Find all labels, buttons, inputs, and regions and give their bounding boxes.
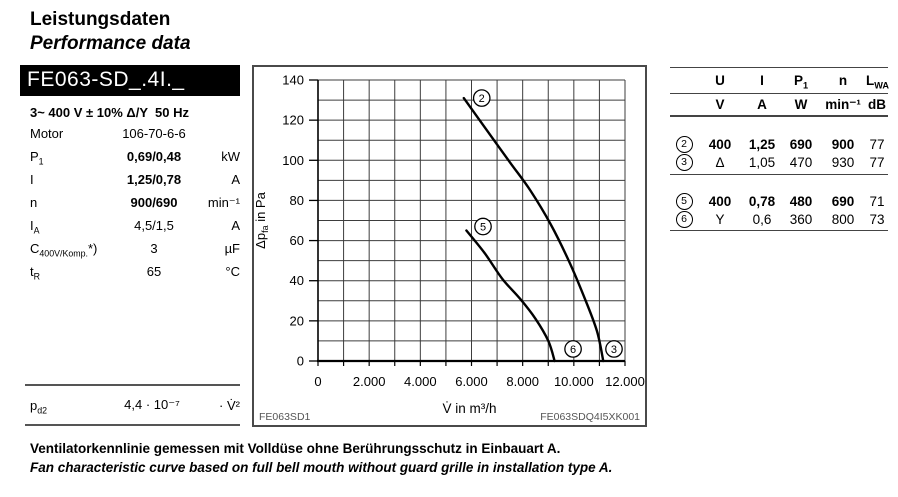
table-units-row [670, 94, 888, 115]
header-lwa: $L_{WA}$ [866, 73, 890, 91]
spec-value: 3 [150, 241, 158, 256]
cell-n: 930 [831, 154, 855, 170]
spec-label: $t_R$ [30, 264, 41, 282]
header-u: U [715, 73, 725, 88]
spec-value: 900/690 [130, 195, 178, 210]
svg-text:6.000: 6.000 [455, 374, 488, 389]
svg-text:FE063SD1: FE063SD1 [259, 411, 311, 423]
footnote-english: Fan characteristic curve based on full bell mouth without guard grille in installation type A. [30, 460, 613, 475]
circled-number: 6 [676, 211, 693, 228]
circled-number: 5 [676, 193, 693, 210]
svg-text:4.000: 4.000 [404, 374, 437, 389]
model-number: FE063-SD_.4I._ [27, 68, 185, 91]
footnote-german: Ventilatorkennlinie gemessen mit Volldüse ohne Berührungsschutz in Einbauart A. [30, 441, 561, 456]
row-id [670, 154, 698, 171]
cell-u: Δ [715, 154, 725, 170]
cell-u: 400 [708, 193, 732, 209]
supply-voltage-line: 3~ 400 V ± 10% Δ/Y 50 Hz [30, 105, 189, 120]
header-n: n [838, 73, 848, 88]
svg-text:140: 140 [282, 72, 304, 88]
table-header-row [670, 68, 888, 93]
cell-lwa: 71 [869, 193, 885, 209]
cell-p1: 470 [789, 154, 813, 170]
cell-lwa: 77 [869, 136, 885, 152]
svg-text:0: 0 [314, 374, 322, 389]
unit-p1: W [794, 97, 808, 112]
page-title-german: Leistungsdaten [30, 9, 171, 30]
unit-u: V [715, 97, 725, 112]
spec-unit: A [231, 172, 240, 187]
spec-value: 4,5/1,5 [134, 218, 174, 233]
cell-i: 1,25 [748, 136, 776, 152]
circled-number: 2 [676, 136, 693, 153]
circled-number: 3 [676, 154, 693, 171]
svg-text:2: 2 [478, 93, 485, 106]
svg-text:2.000: 2.000 [352, 374, 386, 389]
spec-label: I [30, 172, 34, 187]
unit-lwa: dB [868, 97, 886, 112]
pd2-unit: · V̇² [219, 397, 240, 413]
spec-value: 106-70-6-6 [122, 126, 186, 141]
svg-text:120: 120 [282, 112, 304, 128]
table-rule [670, 174, 888, 175]
svg-text:5: 5 [479, 221, 487, 234]
footnote [30, 439, 612, 477]
cell-p1: 480 [789, 193, 813, 209]
cell-i: 0,78 [748, 193, 776, 209]
cell-i: 1,05 [748, 154, 776, 170]
pd2-value: 4,4 · 10⁻⁷ [124, 397, 180, 412]
row-id [670, 211, 698, 228]
svg-text:10.000: 10.000 [553, 374, 594, 389]
table-row-2 [670, 135, 888, 153]
spec-row-motor [30, 122, 240, 145]
spec-label: n [30, 195, 38, 210]
spec-value: 1,25/0,78 [126, 172, 182, 187]
fan-curve-chart-svg [252, 65, 647, 427]
spec-row-capacitor [30, 237, 240, 260]
spec-row-speed [30, 191, 240, 214]
spec-unit: µF [224, 241, 240, 256]
unit-n: min⁻¹ [825, 96, 861, 112]
spec-label: Motor [30, 126, 64, 141]
table-row-6 [670, 210, 888, 228]
operating-points-table [670, 59, 888, 231]
svg-text:20: 20 [289, 313, 304, 329]
cell-n: 690 [831, 193, 855, 209]
cell-u: Y [715, 211, 725, 227]
spec-row-p1 [30, 145, 240, 168]
table-rule [670, 230, 888, 231]
svg-text:0: 0 [296, 353, 304, 369]
cell-n: 900 [831, 136, 855, 152]
page-title-english: Performance data [30, 33, 191, 54]
svg-text:3: 3 [610, 343, 618, 356]
row-id [670, 193, 698, 210]
svg-text:60: 60 [289, 233, 304, 249]
spec-row-temp [30, 260, 240, 283]
cell-lwa: 73 [869, 211, 885, 227]
unit-i: A [757, 97, 767, 112]
svg-text:100: 100 [282, 152, 304, 168]
table-rule [670, 115, 888, 117]
svg-text:12.000: 12.000 [605, 374, 645, 389]
cell-u: 400 [708, 136, 732, 152]
cell-p1: 360 [789, 211, 813, 227]
table-row-5 [670, 192, 888, 210]
spec-value: 0,69/0,48 [126, 149, 182, 164]
spec-row-ia [30, 214, 240, 237]
spec-table [30, 122, 240, 283]
spec-value: 65 [146, 264, 162, 279]
cell-i: 0,6 [752, 211, 772, 227]
cell-n: 800 [831, 211, 855, 227]
spec-label: $C_{400V/Komp.}*$) [30, 241, 98, 259]
spec-unit: kW [221, 149, 240, 164]
model-number-box [20, 65, 240, 96]
svg-text:80: 80 [289, 192, 304, 208]
spec-row-current [30, 168, 240, 191]
spec-label: $P_1$ [30, 149, 44, 167]
spec-unit: A [231, 218, 240, 233]
pd2-label: $p_{d2}$ [30, 397, 48, 416]
header-i: I [760, 73, 764, 88]
svg-text:40: 40 [289, 273, 304, 289]
table-row-3 [670, 153, 888, 171]
header-p1: $P_1$ [793, 73, 809, 91]
svg-text:Δpfa in Pa: $\Delta p_{fa}$ in Pa [253, 192, 270, 249]
spec-unit: min⁻¹ [207, 194, 240, 210]
row-id [670, 136, 698, 153]
svg-text:6: 6 [570, 343, 577, 356]
svg-text:8.000: 8.000 [506, 374, 539, 389]
performance-chart [252, 65, 647, 427]
cell-lwa: 77 [869, 154, 885, 170]
svg-text:V̇ in m³/h: V̇ in m³/h [442, 401, 497, 416]
spec-unit: °C [225, 264, 240, 279]
cell-p1: 690 [789, 136, 813, 152]
pd2-row [25, 384, 240, 426]
svg-text:FE063SDQ4I5XK001: FE063SDQ4I5XK001 [540, 411, 640, 423]
spec-label: $I_A$ [30, 218, 40, 236]
